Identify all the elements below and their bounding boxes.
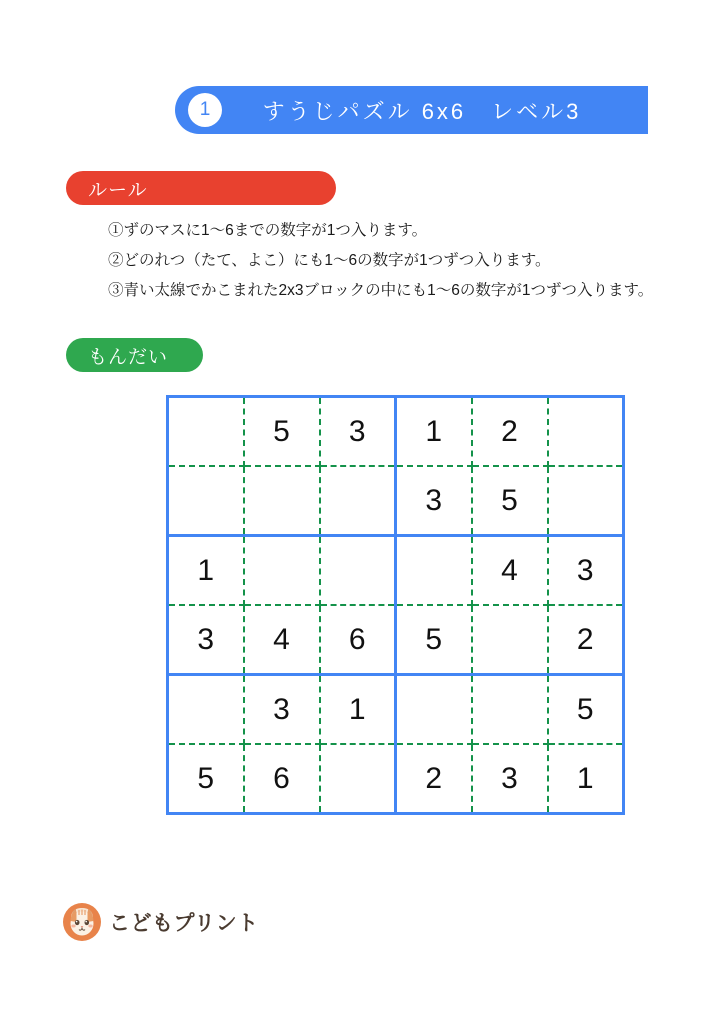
problem-banner <box>66 338 203 372</box>
sudoku-cell[interactable]: 1 <box>320 675 396 745</box>
sudoku-cell[interactable] <box>320 744 396 814</box>
sudoku-cell[interactable]: 3 <box>168 605 244 675</box>
table-row <box>168 675 624 745</box>
problem-banner-label: もんだい <box>88 346 169 368</box>
sudoku-cell[interactable] <box>244 466 320 536</box>
sudoku-cell[interactable]: 4 <box>472 536 548 606</box>
sudoku-cell[interactable] <box>472 605 548 675</box>
sudoku-cell[interactable]: 2 <box>396 744 472 814</box>
sudoku-cell[interactable] <box>168 397 244 467</box>
worksheet-title-bar <box>175 86 648 134</box>
sudoku-cell[interactable]: 5 <box>244 397 320 467</box>
rules-list <box>108 216 688 306</box>
sudoku-cell[interactable]: 4 <box>244 605 320 675</box>
rule-item: ③青い太線でかこまれた2x3ブロックの中にも1～6の数字が1つずつ入ります。 <box>108 282 654 299</box>
sudoku-cell[interactable]: 1 <box>168 536 244 606</box>
rule-item: ①ずのマスに1～6までの数字が1つ入ります。 <box>108 222 428 239</box>
table-row <box>168 466 624 536</box>
sudoku-cell[interactable] <box>320 536 396 606</box>
sudoku-cell[interactable]: 6 <box>244 744 320 814</box>
cat-face-icon <box>62 902 102 942</box>
sudoku-cell[interactable] <box>548 466 624 536</box>
sudoku-cell[interactable]: 3 <box>320 397 396 467</box>
rules-banner <box>66 171 336 205</box>
sudoku-cell[interactable]: 3 <box>472 744 548 814</box>
sudoku-cell[interactable]: 5 <box>168 744 244 814</box>
rule-item: ②どのれつ（たて、よこ）にも1～6の数字が1つずつ入ります。 <box>108 252 551 269</box>
table-row <box>168 536 624 606</box>
sudoku-cell[interactable]: 5 <box>472 466 548 536</box>
sudoku-cell[interactable] <box>472 675 548 745</box>
sudoku-cell[interactable] <box>244 536 320 606</box>
sudoku-cell[interactable]: 3 <box>548 536 624 606</box>
sudoku-cell[interactable]: 5 <box>548 675 624 745</box>
rules-banner-label: ルール <box>88 179 148 201</box>
sudoku-cell[interactable] <box>396 675 472 745</box>
table-row <box>168 605 624 675</box>
sudoku-cell[interactable] <box>396 536 472 606</box>
sudoku-cell[interactable] <box>168 466 244 536</box>
sudoku-cell[interactable] <box>320 466 396 536</box>
sudoku-cell[interactable]: 2 <box>472 397 548 467</box>
sudoku-grid-container <box>166 395 622 812</box>
worksheet-number-badge: 1 <box>188 93 222 127</box>
site-logo <box>62 902 259 942</box>
logo-text: こどもプリント <box>109 912 259 935</box>
table-row <box>168 397 624 467</box>
sudoku-cell[interactable]: 6 <box>320 605 396 675</box>
sudoku-cell[interactable]: 5 <box>396 605 472 675</box>
sudoku-cell[interactable]: 2 <box>548 605 624 675</box>
page-title: すうじパズル 6x6 レベル3 <box>262 98 582 124</box>
sudoku-cell[interactable]: 3 <box>244 675 320 745</box>
table-row <box>168 744 624 814</box>
sudoku-cell[interactable]: 1 <box>396 397 472 467</box>
sudoku-grid <box>166 395 625 815</box>
sudoku-cell[interactable]: 1 <box>576 761 594 795</box>
sudoku-cell[interactable] <box>548 397 624 467</box>
sudoku-cell[interactable] <box>168 675 244 745</box>
sudoku-cell[interactable]: 3 <box>396 466 472 536</box>
